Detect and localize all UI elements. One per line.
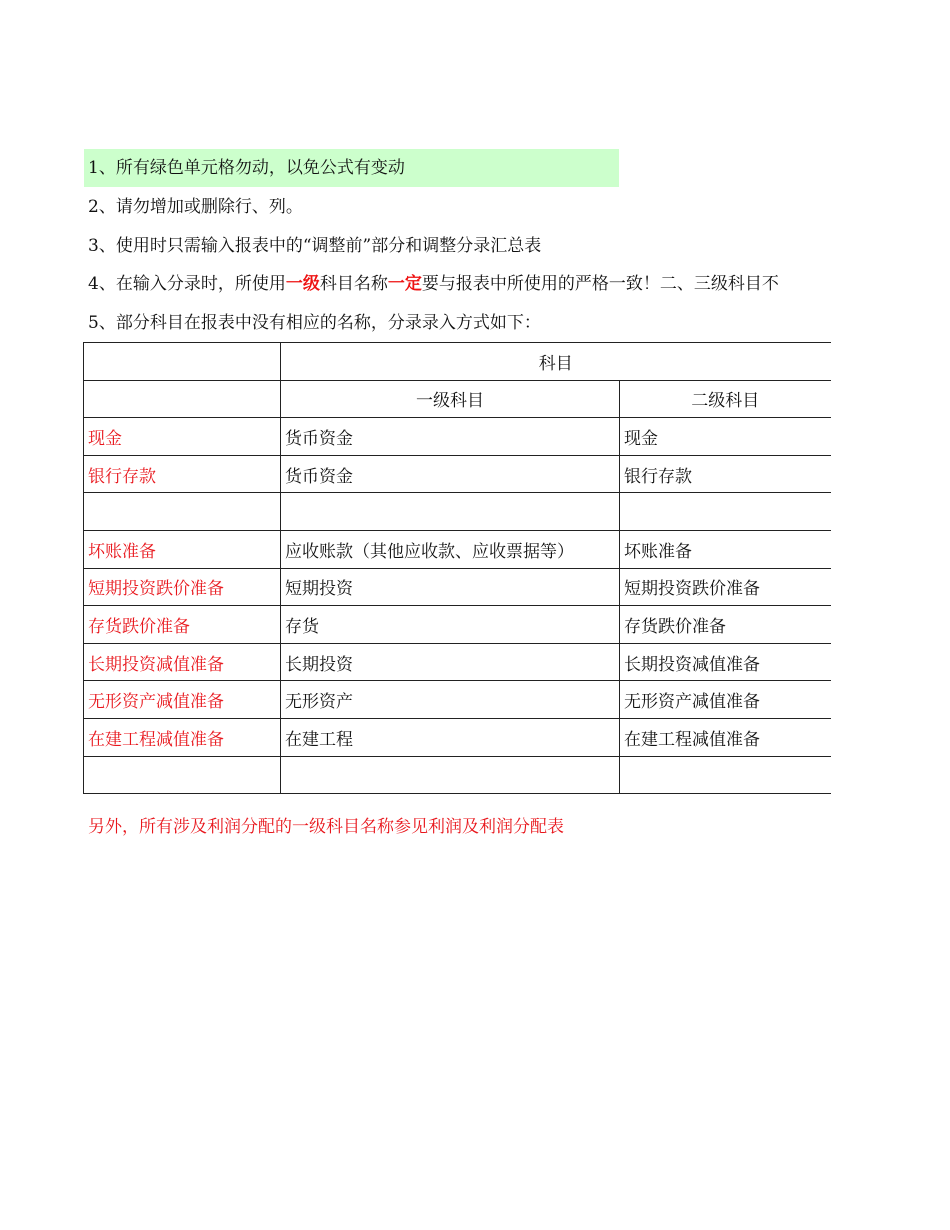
row-name-cell[interactable]: 长期投资减值准备 (84, 643, 281, 681)
row-level2-cell[interactable] (620, 493, 831, 531)
note-4[interactable] (84, 265, 779, 303)
note-4-part-e: 要与报表中所使用的严格一致！二、三级科目不 (421, 274, 779, 294)
table-row (84, 718, 831, 756)
account-mapping-table (83, 342, 831, 794)
note-4-must-highlight: 一定 (387, 274, 422, 294)
row-level2-cell[interactable]: 存货跌价准备 (620, 606, 831, 644)
row-level1-cell[interactable]: 应收账款（其他应收款、应收票据等） (281, 530, 620, 568)
row-name-cell[interactable] (84, 756, 281, 794)
row-name-cell[interactable]: 在建工程减值准备 (84, 718, 281, 756)
header-group-cell[interactable]: 科目 (281, 343, 831, 381)
row-level2-cell[interactable]: 现金 (620, 418, 831, 456)
header-blank-cell-2[interactable] (84, 380, 281, 418)
header-level2-cell[interactable]: 二级科目 (620, 380, 831, 418)
table-header-row-1 (84, 343, 831, 381)
row-level1-cell[interactable]: 存货 (281, 606, 620, 644)
row-level1-cell[interactable]: 短期投资 (281, 568, 620, 606)
row-level1-cell[interactable]: 在建工程 (281, 718, 620, 756)
row-level2-cell[interactable]: 长期投资减值准备 (620, 643, 831, 681)
row-level1-cell[interactable] (281, 756, 620, 794)
table-row (84, 568, 831, 606)
note-4-level1-highlight: 一级 (285, 274, 320, 294)
row-level1-cell[interactable]: 无形资产 (281, 681, 620, 719)
row-level2-cell[interactable]: 无形资产减值准备 (620, 681, 831, 719)
note-4-clip (84, 265, 830, 303)
row-name-cell[interactable]: 银行存款 (84, 455, 281, 493)
row-level2-cell[interactable]: 短期投资跌价准备 (620, 568, 831, 606)
note-3[interactable]: 3、使用时只需输入报表中的“调整前”部分和调整分录汇总表 (88, 236, 542, 256)
footer-note[interactable]: 另外，所有涉及利润分配的一级科目名称参见利润及利润分配表 (88, 817, 564, 837)
table-row (84, 643, 831, 681)
note-1-green-cell[interactable]: 1、所有绿色单元格勿动，以免公式有变动 (84, 149, 619, 187)
row-level1-cell[interactable]: 长期投资 (281, 643, 620, 681)
row-name-cell[interactable] (84, 493, 281, 531)
header-blank-cell[interactable] (84, 343, 281, 381)
note-5[interactable]: 5、部分科目在报表中没有相应的名称，分录录入方式如下： (88, 313, 541, 333)
row-level2-cell[interactable] (620, 756, 831, 794)
row-level2-cell[interactable]: 在建工程减值准备 (620, 718, 831, 756)
row-name-cell[interactable]: 无形资产减值准备 (84, 681, 281, 719)
table-row (84, 681, 831, 719)
table-row (84, 493, 831, 531)
note-4-part-c: 科目名称 (319, 274, 388, 294)
table-row (84, 530, 831, 568)
header-level1-cell[interactable]: 一级科目 (281, 380, 620, 418)
table-header-row-2 (84, 380, 831, 418)
table-row (84, 418, 831, 456)
row-level1-cell[interactable]: 货币资金 (281, 418, 620, 456)
table-row (84, 455, 831, 493)
row-level2-cell[interactable]: 银行存款 (620, 455, 831, 493)
row-level1-cell[interactable]: 货币资金 (281, 455, 620, 493)
row-name-cell[interactable]: 坏账准备 (84, 530, 281, 568)
row-level2-cell[interactable]: 坏账准备 (620, 530, 831, 568)
table-row (84, 756, 831, 794)
note-4-part-a: 4、在输入分录时，所使用 (88, 274, 286, 294)
table-row (84, 606, 831, 644)
row-name-cell[interactable]: 短期投资跌价准备 (84, 568, 281, 606)
row-name-cell[interactable]: 现金 (84, 418, 281, 456)
row-name-cell[interactable]: 存货跌价准备 (84, 606, 281, 644)
note-2[interactable]: 2、请勿增加或删除行、列。 (88, 197, 303, 217)
row-level1-cell[interactable] (281, 493, 620, 531)
